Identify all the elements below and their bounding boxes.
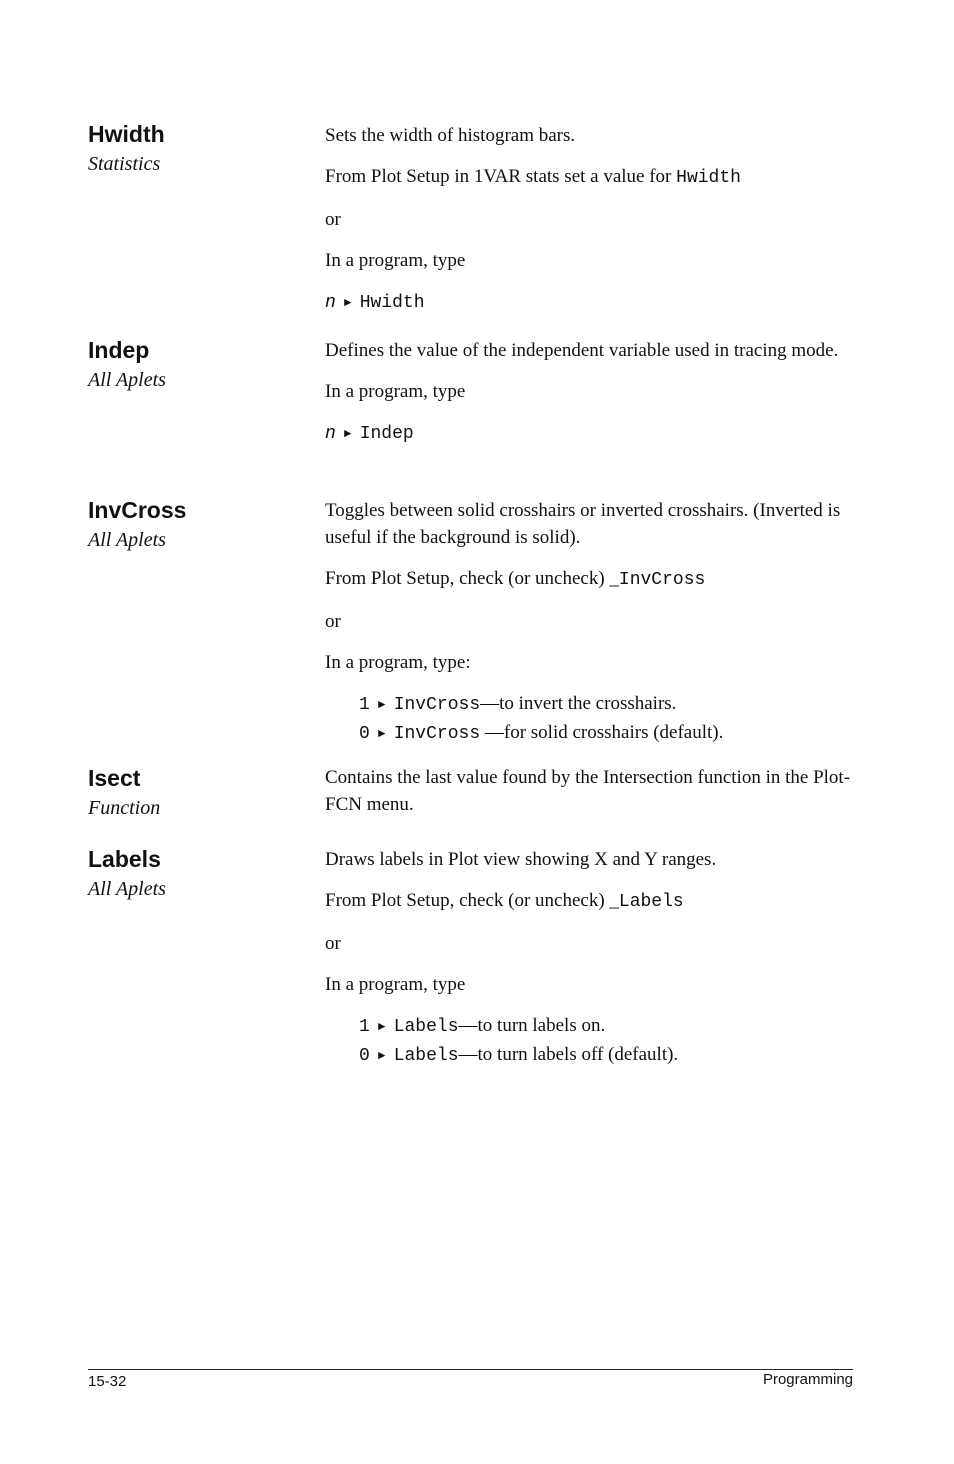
section-title: Programming: [762, 1371, 853, 1388]
description-text: Sets the width of histogram bars.: [325, 125, 576, 146]
footer-divider: [88, 1369, 853, 1370]
store-arrow-icon: ►: [341, 426, 354, 441]
description-text: Toggles between solid crosshairs or inverted crosshairs. (Inverted is useful if the background is solid).: [325, 500, 841, 548]
description-text: or: [325, 933, 341, 954]
description-labels: [325, 846, 865, 1070]
page-number: 15-32: [88, 1373, 127, 1390]
store-arrow-icon: ►: [375, 697, 388, 712]
term-indep: [88, 336, 308, 394]
description-text: or: [325, 611, 341, 632]
code-token: Labels: [618, 892, 684, 912]
code-example: [359, 690, 865, 748]
code-line: 1 ► InvCross—to invert the crosshairs.: [359, 690, 865, 719]
term-title: Isect: [88, 765, 141, 791]
description-invcross: [325, 497, 865, 748]
code-line: 1 ► Labels—to turn labels on.: [359, 1012, 865, 1041]
term-invcross: [88, 496, 308, 554]
description-text: Contains the last value found by the Intersection function in the Plot-FCN menu.: [325, 767, 851, 815]
description-text: From Plot Setup, check (or uncheck) _Labels: [325, 890, 684, 912]
term-isect: [88, 764, 308, 822]
description-hwidth: [325, 122, 865, 331]
term-title: Labels: [88, 846, 161, 872]
store-arrow-icon: ►: [375, 1019, 388, 1034]
description-isect: [325, 764, 865, 832]
description-text: or: [325, 209, 341, 230]
store-arrow-icon: ►: [375, 1048, 388, 1063]
term-category: All Aplets: [88, 529, 166, 551]
store-arrow-icon: ►: [375, 726, 388, 741]
description-text: From Plot Setup in 1VAR stats set a value for Hwidth: [325, 166, 741, 188]
term-category: All Aplets: [88, 878, 166, 900]
code-token: Hwidth: [676, 168, 741, 188]
term-category: Function: [88, 797, 161, 819]
description-text: Defines the value of the independent variable used in tracing mode.: [325, 340, 839, 361]
description-indep: [325, 337, 865, 462]
term-category: Statistics: [88, 153, 161, 175]
description-text: In a program, type: [325, 974, 466, 995]
code-line: 0 ► Labels—to turn labels off (default).: [359, 1041, 865, 1070]
description-text: Draws labels in Plot view showing X and Y ranges.: [325, 849, 717, 870]
term-title: Hwidth: [88, 121, 165, 147]
term-title: InvCross: [88, 497, 187, 523]
description-text: In a program, type: [325, 250, 466, 271]
term-labels: [88, 845, 308, 903]
code-token: InvCross: [618, 570, 706, 590]
store-arrow-icon: ►: [341, 295, 354, 310]
description-text: In a program, type: [325, 381, 466, 402]
term-hwidth: [88, 120, 308, 178]
description-text: From Plot Setup, check (or uncheck) _InvCross: [325, 568, 706, 590]
code-example: n ► Indep: [325, 419, 865, 448]
description-text: In a program, type:: [325, 652, 471, 673]
term-category: All Aplets: [88, 369, 166, 391]
code-example: n ► Hwidth: [325, 288, 865, 317]
code-example: [359, 1012, 865, 1070]
term-title: Indep: [88, 337, 150, 363]
code-line: 0 ► InvCross —for solid crosshairs (default).: [359, 719, 865, 748]
